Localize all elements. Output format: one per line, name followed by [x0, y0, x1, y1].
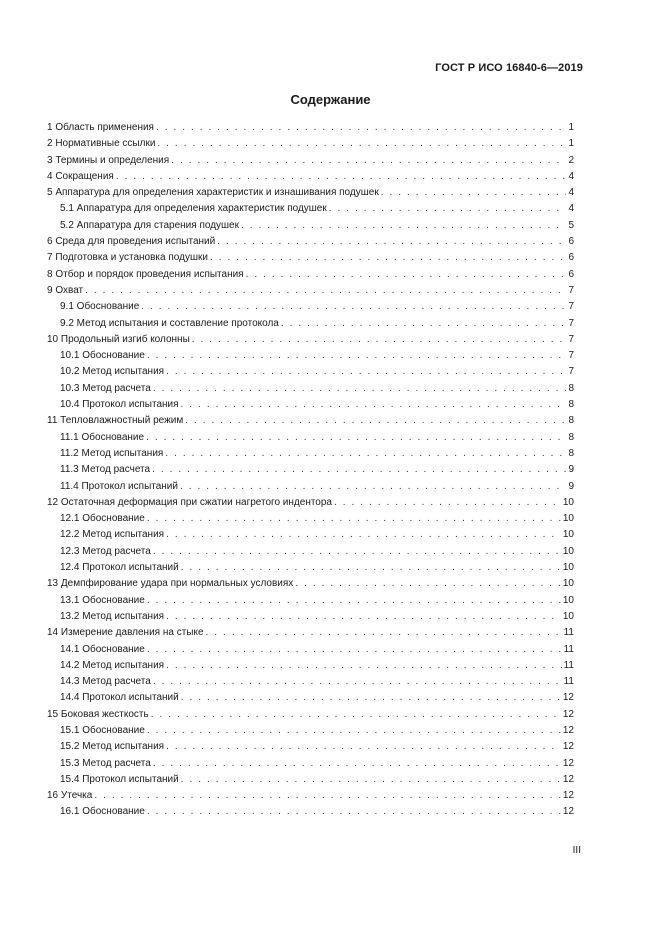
toc-entry[interactable]	[47, 511, 574, 527]
toc-entry-label: 14.4 Протокол испытаний	[60, 692, 179, 704]
toc-dot-leader	[166, 527, 561, 543]
toc-entry-label: 1 Область применения	[47, 122, 154, 133]
toc-dot-leader	[153, 381, 567, 397]
toc-entry-label: 16 Утечка	[47, 790, 93, 802]
toc-entry[interactable]	[47, 153, 574, 169]
toc-dot-leader	[94, 788, 561, 804]
toc-entry[interactable]	[47, 185, 574, 201]
toc-entry[interactable]	[47, 658, 574, 674]
toc-entry-label: 14.2 Метод испытания	[60, 659, 165, 671]
toc-entry-label: 15 Боковая жесткость	[47, 708, 149, 720]
toc-dot-leader	[85, 283, 566, 299]
toc-dot-leader	[241, 218, 566, 234]
toc-entry-page: 10	[562, 529, 574, 541]
toc-entry-page: 1	[568, 138, 574, 150]
toc-dot-leader	[217, 234, 566, 250]
toc-entry-page: 7	[568, 350, 574, 362]
toc-dot-leader	[147, 348, 567, 364]
toc-entry[interactable]	[47, 625, 574, 641]
toc-dot-leader	[156, 120, 566, 136]
toc-dot-leader	[181, 772, 561, 788]
toc-entry[interactable]	[47, 479, 574, 495]
toc-entry-label: 11.1 Обоснование	[60, 431, 145, 443]
toc-entry-page: 2	[568, 154, 574, 166]
toc-entry-page: 12	[562, 692, 574, 704]
toc-dot-leader	[157, 136, 566, 152]
toc-dot-leader	[153, 544, 561, 560]
toc-entry-label: 11 Тепловлажностный режим	[47, 415, 184, 427]
toc-entry[interactable]	[47, 120, 574, 136]
toc-entry-label: 15.2 Метод испытания	[60, 741, 165, 753]
toc-entry-page: 6	[568, 236, 574, 248]
toc-entry[interactable]	[47, 576, 574, 592]
toc-entry-page: 9	[568, 480, 574, 492]
toc-entry-page: 8	[568, 447, 574, 459]
document-code-header: ГОСТ Р ИСО 16840-6—2019	[435, 62, 583, 74]
toc-entry[interactable]	[47, 707, 574, 723]
toc-entry-label: 5.1 Аппаратура для определения характеристик подушек	[60, 203, 327, 215]
toc-entry-label: 9.1 Обоснование	[60, 301, 140, 313]
toc-dot-leader	[181, 690, 561, 706]
toc-dot-leader	[166, 364, 566, 380]
toc-entry[interactable]	[47, 609, 574, 625]
toc-dot-leader	[246, 267, 567, 283]
toc-entry[interactable]	[47, 446, 574, 462]
toc-entry-label: 15.4 Протокол испытаний	[60, 773, 179, 785]
toc-dot-leader	[329, 201, 567, 217]
toc-entry-page: 9	[568, 464, 574, 476]
toc-entry-page: 10	[562, 578, 574, 590]
toc-entry[interactable]	[47, 788, 574, 804]
toc-dot-leader	[185, 413, 566, 429]
toc-dot-leader	[147, 593, 561, 609]
toc-dot-leader	[146, 430, 566, 446]
toc-entry[interactable]	[47, 544, 574, 560]
toc-entry-label: 7 Подготовка и установка подушки	[47, 252, 208, 264]
toc-entry-label: 12 Остаточная деформация при сжатии нагретого индентора	[47, 496, 332, 508]
toc-entry[interactable]	[47, 348, 574, 364]
toc-entry[interactable]	[47, 430, 574, 446]
page-number: III	[572, 845, 581, 856]
toc-entry-page: 10	[562, 594, 574, 606]
toc-entry[interactable]	[47, 364, 574, 380]
toc-entry-label: 13 Демпфирование удара при нормальных условиях	[47, 578, 294, 590]
toc-dot-leader	[147, 642, 562, 658]
toc-dot-leader	[281, 316, 567, 332]
toc-entry-label: 12.4 Протокол испытаний	[60, 562, 179, 574]
toc-dot-leader	[166, 739, 561, 755]
toc-entry-page: 12	[562, 757, 574, 769]
toc-entry[interactable]	[47, 756, 574, 772]
toc-entry[interactable]	[47, 739, 574, 755]
toc-dot-leader	[166, 658, 562, 674]
toc-dot-leader	[295, 576, 561, 592]
toc-entry[interactable]	[47, 723, 574, 739]
toc-dot-leader	[381, 185, 567, 201]
toc-entry-label: 9 Охват	[47, 284, 84, 296]
toc-entry-label: 9.2 Метод испытания и составление протокола	[60, 317, 279, 329]
table-of-contents	[47, 120, 574, 821]
toc-entry-label: 14 Измерение давления на стыке	[47, 627, 204, 639]
toc-entry[interactable]	[47, 299, 574, 315]
toc-entry-label: 10.3 Метод расчета	[60, 382, 151, 394]
toc-entry-label: 10 Продольный изгиб колонны	[47, 333, 190, 345]
toc-entry[interactable]	[47, 250, 574, 266]
toc-dot-leader	[171, 153, 566, 169]
toc-entry[interactable]	[47, 381, 574, 397]
toc-entry-page: 8	[568, 431, 574, 443]
toc-entry-label: 15.3 Метод расчета	[60, 757, 151, 769]
toc-entry-label: 11.2 Метод испытания	[60, 447, 164, 459]
toc-entry-page: 10	[562, 610, 574, 622]
toc-entry-label: 12.1 Обоснование	[60, 513, 145, 525]
toc-entry-page: 10	[562, 562, 574, 574]
toc-entry-page: 12	[562, 790, 574, 802]
toc-entry-label: 11.3 Метод расчета	[60, 464, 151, 476]
page-title: Содержание	[290, 92, 371, 107]
toc-entry[interactable]	[47, 560, 574, 576]
toc-entry[interactable]	[47, 495, 574, 511]
toc-entry-label: 14.3 Метод расчета	[60, 676, 151, 688]
toc-dot-leader	[192, 332, 567, 348]
toc-entry-label: 2 Нормативные ссылки	[47, 138, 156, 150]
toc-entry-page: 11	[563, 659, 574, 671]
toc-entry[interactable]	[47, 690, 574, 706]
toc-entry[interactable]	[47, 332, 574, 348]
toc-entry-page: 12	[562, 708, 574, 720]
toc-dot-leader	[181, 397, 567, 413]
toc-entry[interactable]	[47, 397, 574, 413]
toc-entry[interactable]	[47, 267, 574, 283]
toc-entry-page: 7	[568, 284, 574, 296]
toc-dot-leader	[151, 707, 561, 723]
toc-entry-label: 10.1 Обоснование	[60, 350, 145, 362]
toc-dot-leader	[153, 756, 561, 772]
toc-entry-label: 8 Отбор и порядок проведения испытания	[47, 268, 244, 280]
toc-dot-leader	[210, 250, 567, 266]
toc-entry-page: 12	[562, 773, 574, 785]
toc-entry[interactable]	[47, 283, 574, 299]
toc-dot-leader	[334, 495, 561, 511]
toc-dot-leader	[152, 462, 566, 478]
toc-entry-page: 11	[563, 676, 574, 688]
toc-entry-page: 7	[568, 366, 574, 378]
toc-entry-page: 10	[562, 513, 574, 525]
toc-entry-page: 8	[568, 382, 574, 394]
toc-entry-label: 15.1 Обоснование	[60, 724, 145, 736]
toc-entry-label: 5.2 Аппаратура для старения подушек	[60, 219, 239, 231]
toc-entry[interactable]	[47, 316, 574, 332]
toc-entry-label: 5 Аппаратура для определения характеристик и изнашивания подушек	[47, 187, 379, 199]
toc-entry-page: 7	[568, 333, 574, 345]
toc-entry-label: 6 Среда для проведения испытаний	[47, 236, 216, 248]
toc-entry[interactable]	[47, 201, 574, 217]
toc-entry-page: 10	[562, 496, 574, 508]
toc-entry-page: 12	[562, 806, 574, 818]
toc-entry[interactable]	[47, 169, 574, 185]
toc-entry-page: 7	[568, 317, 574, 329]
toc-entry-page: 11	[563, 643, 574, 655]
toc-dot-leader	[141, 299, 566, 315]
toc-dot-leader	[166, 609, 561, 625]
toc-entry[interactable]	[47, 136, 574, 152]
toc-entry-label: 13.2 Метод испытания	[60, 610, 165, 622]
toc-dot-leader	[206, 625, 562, 641]
toc-entry-page: 6	[568, 252, 574, 264]
toc-entry-page: 8	[568, 399, 574, 411]
toc-entry-page: 5	[568, 219, 574, 231]
toc-entry[interactable]	[47, 674, 574, 690]
toc-entry-label: 13.1 Обоснование	[60, 594, 145, 606]
toc-entry-label: 14.1 Обоснование	[60, 643, 145, 655]
toc-dot-leader	[147, 511, 561, 527]
toc-dot-leader	[180, 479, 566, 495]
toc-entry-label: 12.2 Метод испытания	[60, 529, 165, 541]
toc-entry[interactable]	[47, 218, 574, 234]
toc-entry-page: 4	[568, 187, 574, 199]
toc-entry[interactable]	[47, 527, 574, 543]
toc-entry-label: 10.4 Протокол испытания	[60, 399, 179, 411]
toc-entry-page: 12	[562, 724, 574, 736]
toc-dot-leader	[181, 560, 561, 576]
toc-entry[interactable]	[47, 772, 574, 788]
toc-entry-page: 1	[568, 122, 574, 133]
toc-entry-label: 10.2 Метод испытания	[60, 366, 165, 378]
toc-entry-page: 6	[568, 268, 574, 280]
toc-entry-page: 7	[568, 301, 574, 313]
toc-entry[interactable]	[47, 593, 574, 609]
toc-dot-leader	[147, 804, 561, 820]
toc-entry-page: 12	[562, 741, 574, 753]
toc-entry-page: 4	[568, 203, 574, 215]
toc-entry-label: 12.3 Метод расчета	[60, 545, 151, 557]
toc-entry-label: 11.4 Протокол испытаний	[60, 480, 178, 492]
toc-entry-page: 10	[562, 545, 574, 557]
toc-dot-leader	[116, 169, 567, 185]
toc-entry-label: 4 Сокращения	[47, 170, 114, 182]
toc-entry[interactable]	[47, 413, 574, 429]
toc-dot-leader	[147, 723, 561, 739]
toc-entry[interactable]	[47, 804, 574, 820]
toc-entry[interactable]	[47, 642, 574, 658]
toc-dot-leader	[165, 446, 566, 462]
toc-entry-page: 4	[568, 170, 574, 182]
toc-entry[interactable]	[47, 462, 574, 478]
toc-entry-label: 16.1 Обоснование	[60, 806, 145, 818]
toc-entry[interactable]	[47, 234, 574, 250]
toc-dot-leader	[153, 674, 562, 690]
toc-entry-page: 11	[563, 627, 574, 639]
toc-entry-page: 8	[568, 415, 574, 427]
toc-entry-label: 3 Термины и определения	[47, 154, 170, 166]
